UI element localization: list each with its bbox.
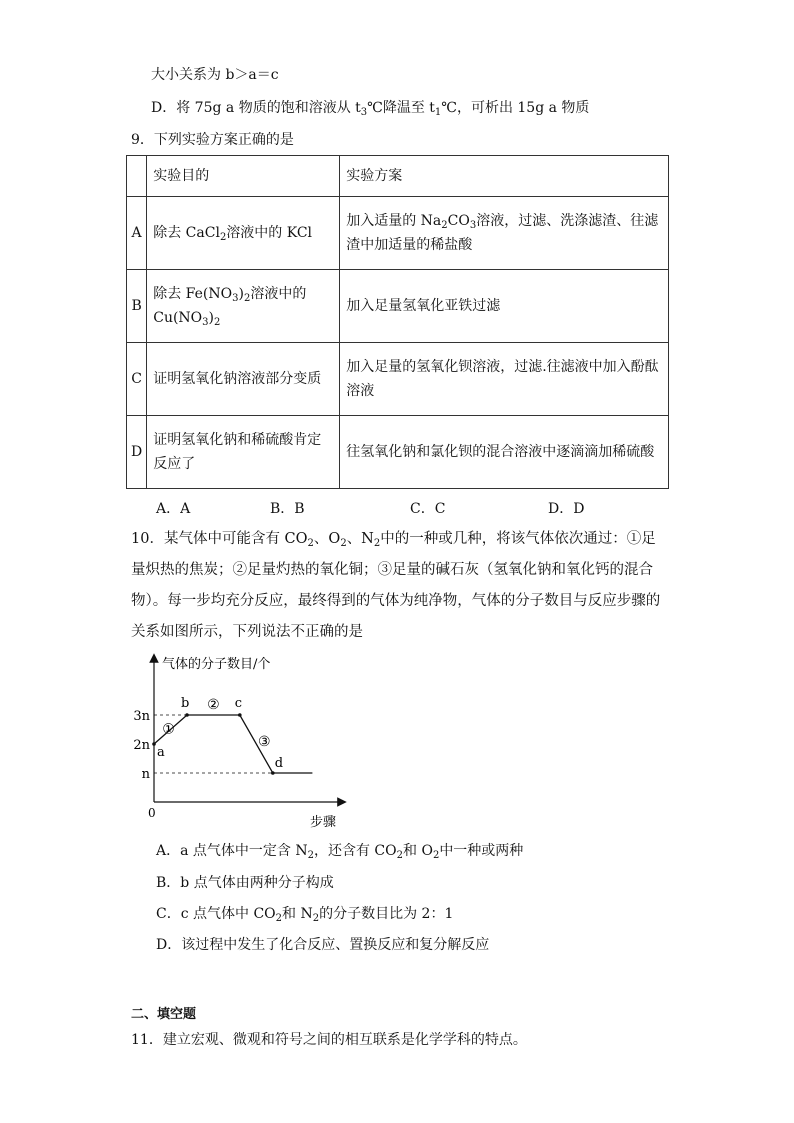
q10-option-c[interactable]: C．c 点气体中 $CO_2$和 $N_2$的分子数目比为 2：1 [156, 906, 454, 924]
q8-option-d-text: ℃降温至 t [367, 100, 435, 116]
q10-stem-text [131, 531, 660, 640]
row-goal: 除去 CaCl$_2$溶液中的 KCl [147, 197, 340, 270]
subscript: 3 [360, 107, 368, 118]
row-label: B [127, 270, 147, 343]
row-plan: 往氢氧化钠和氯化钡的混合溶液中逐滴滴加稀硫酸 [340, 416, 669, 489]
q9-option-c[interactable]: C．C [410, 501, 446, 517]
point-label-c: c [234, 696, 243, 711]
x-axis-label: 步骤 [310, 815, 337, 830]
table-row [127, 197, 669, 270]
stem-fragment: 中的一种或几种，将该气体依次通过：①足量炽热的焦炭；②足量灼热的氧化铜；③足量的碱石灰（氢氧化钠和氧化钙的混合物）。每一步均充分反应，最终得到的气体为纯净物，气体的分子数目与反应步骤的关系如图所示，下列说法不正确的是 [131, 531, 661, 640]
data-point-c [238, 713, 242, 717]
subscript: 2 [373, 538, 381, 549]
point-label-b: b [181, 696, 190, 711]
row-plan: 加入适量的 $Na_2CO_3$溶液，过滤、洗涤滤渣、往滤渣中加适量的稀盐酸 [340, 197, 669, 270]
row-label: C [127, 343, 147, 416]
origin-label: 0 [148, 806, 156, 820]
q10-stem [131, 524, 661, 648]
q9-table [126, 155, 669, 489]
q11-stem: 11．建立宏观、微观和符号之间的相互联系是化学学科的特点。 [131, 1032, 527, 1048]
series-line [154, 715, 312, 773]
section-heading: 二、填空题 [131, 1007, 197, 1022]
subscript: 2 [340, 538, 347, 549]
y-tick-label: 2n [133, 738, 150, 753]
q9-stem: 9．下列实验方案正确的是 [131, 132, 294, 148]
row-plan: 加入足量氢氧化亚铁过滤 [340, 270, 669, 343]
table-header-blank [127, 156, 147, 197]
y-axis-label: 气体的分子数目/个 [162, 657, 271, 672]
row-goal: 证明氢氧化钠溶液部分变质 [147, 343, 340, 416]
q10-option-d[interactable]: D．该过程中发生了化合反应、置换反应和复分解反应 [156, 937, 490, 953]
stem-fragment: 、O [313, 531, 341, 547]
row-label: D [127, 416, 147, 489]
y-tick-label: n [141, 767, 150, 782]
q10-chart [130, 650, 360, 830]
row-plan: 加入足量的氢氧化钡溶液，过滤.往滤液中加入酚酞溶液 [340, 343, 669, 416]
q8-option-d [151, 97, 589, 117]
q9-option-b[interactable]: B．B [270, 501, 305, 517]
data-point-d [271, 771, 275, 775]
q9-option-d[interactable]: D．D [548, 501, 585, 517]
table-row [127, 270, 669, 343]
point-label-a: a [157, 745, 165, 760]
row-goal: 证明氢氧化钠和稀硫酸肯定反应了 [147, 416, 340, 489]
step-label: ③ [258, 734, 271, 750]
q10-option-b[interactable]: B．b 点气体由两种分子构成 [156, 875, 334, 891]
table-header-goal: 实验目的 [147, 156, 340, 197]
stem-fragment: 、N [346, 531, 374, 547]
stem-fragment: 10．某气体中可能含有 CO [131, 531, 308, 547]
q10-option-a[interactable]: A．a 点气体中一定含 $N_2$，还含有 $CO_2$和 $O_2$中一种或两种 [156, 843, 524, 861]
table-row [127, 416, 669, 489]
y-tick-label: 3n [133, 709, 150, 724]
q8-option-d-text: ℃，可析出 15g a 物质 [441, 100, 590, 116]
data-point-a [152, 742, 156, 746]
row-goal: 除去 $Fe(NO_3)_2$溶液中的 $Cu(NO_3)_2$ [147, 270, 340, 343]
table-header-row [127, 156, 669, 197]
row-label: A [127, 197, 147, 270]
subscript: 1 [434, 107, 442, 118]
step-label: ① [162, 721, 175, 738]
subscript: 2 [307, 538, 314, 549]
data-point-b [185, 713, 189, 717]
q8-option-d-text: D．将 75g a 物质的饱和溶液从 t [151, 100, 361, 116]
point-label-d: d [274, 756, 284, 771]
step-label: ② [207, 697, 220, 713]
q9-option-a[interactable]: A．A [156, 501, 191, 517]
table-header-plan: 实验方案 [340, 156, 669, 197]
q8-line-tail: 大小关系为 b＞a＝c [151, 67, 279, 83]
table-row [127, 343, 669, 416]
